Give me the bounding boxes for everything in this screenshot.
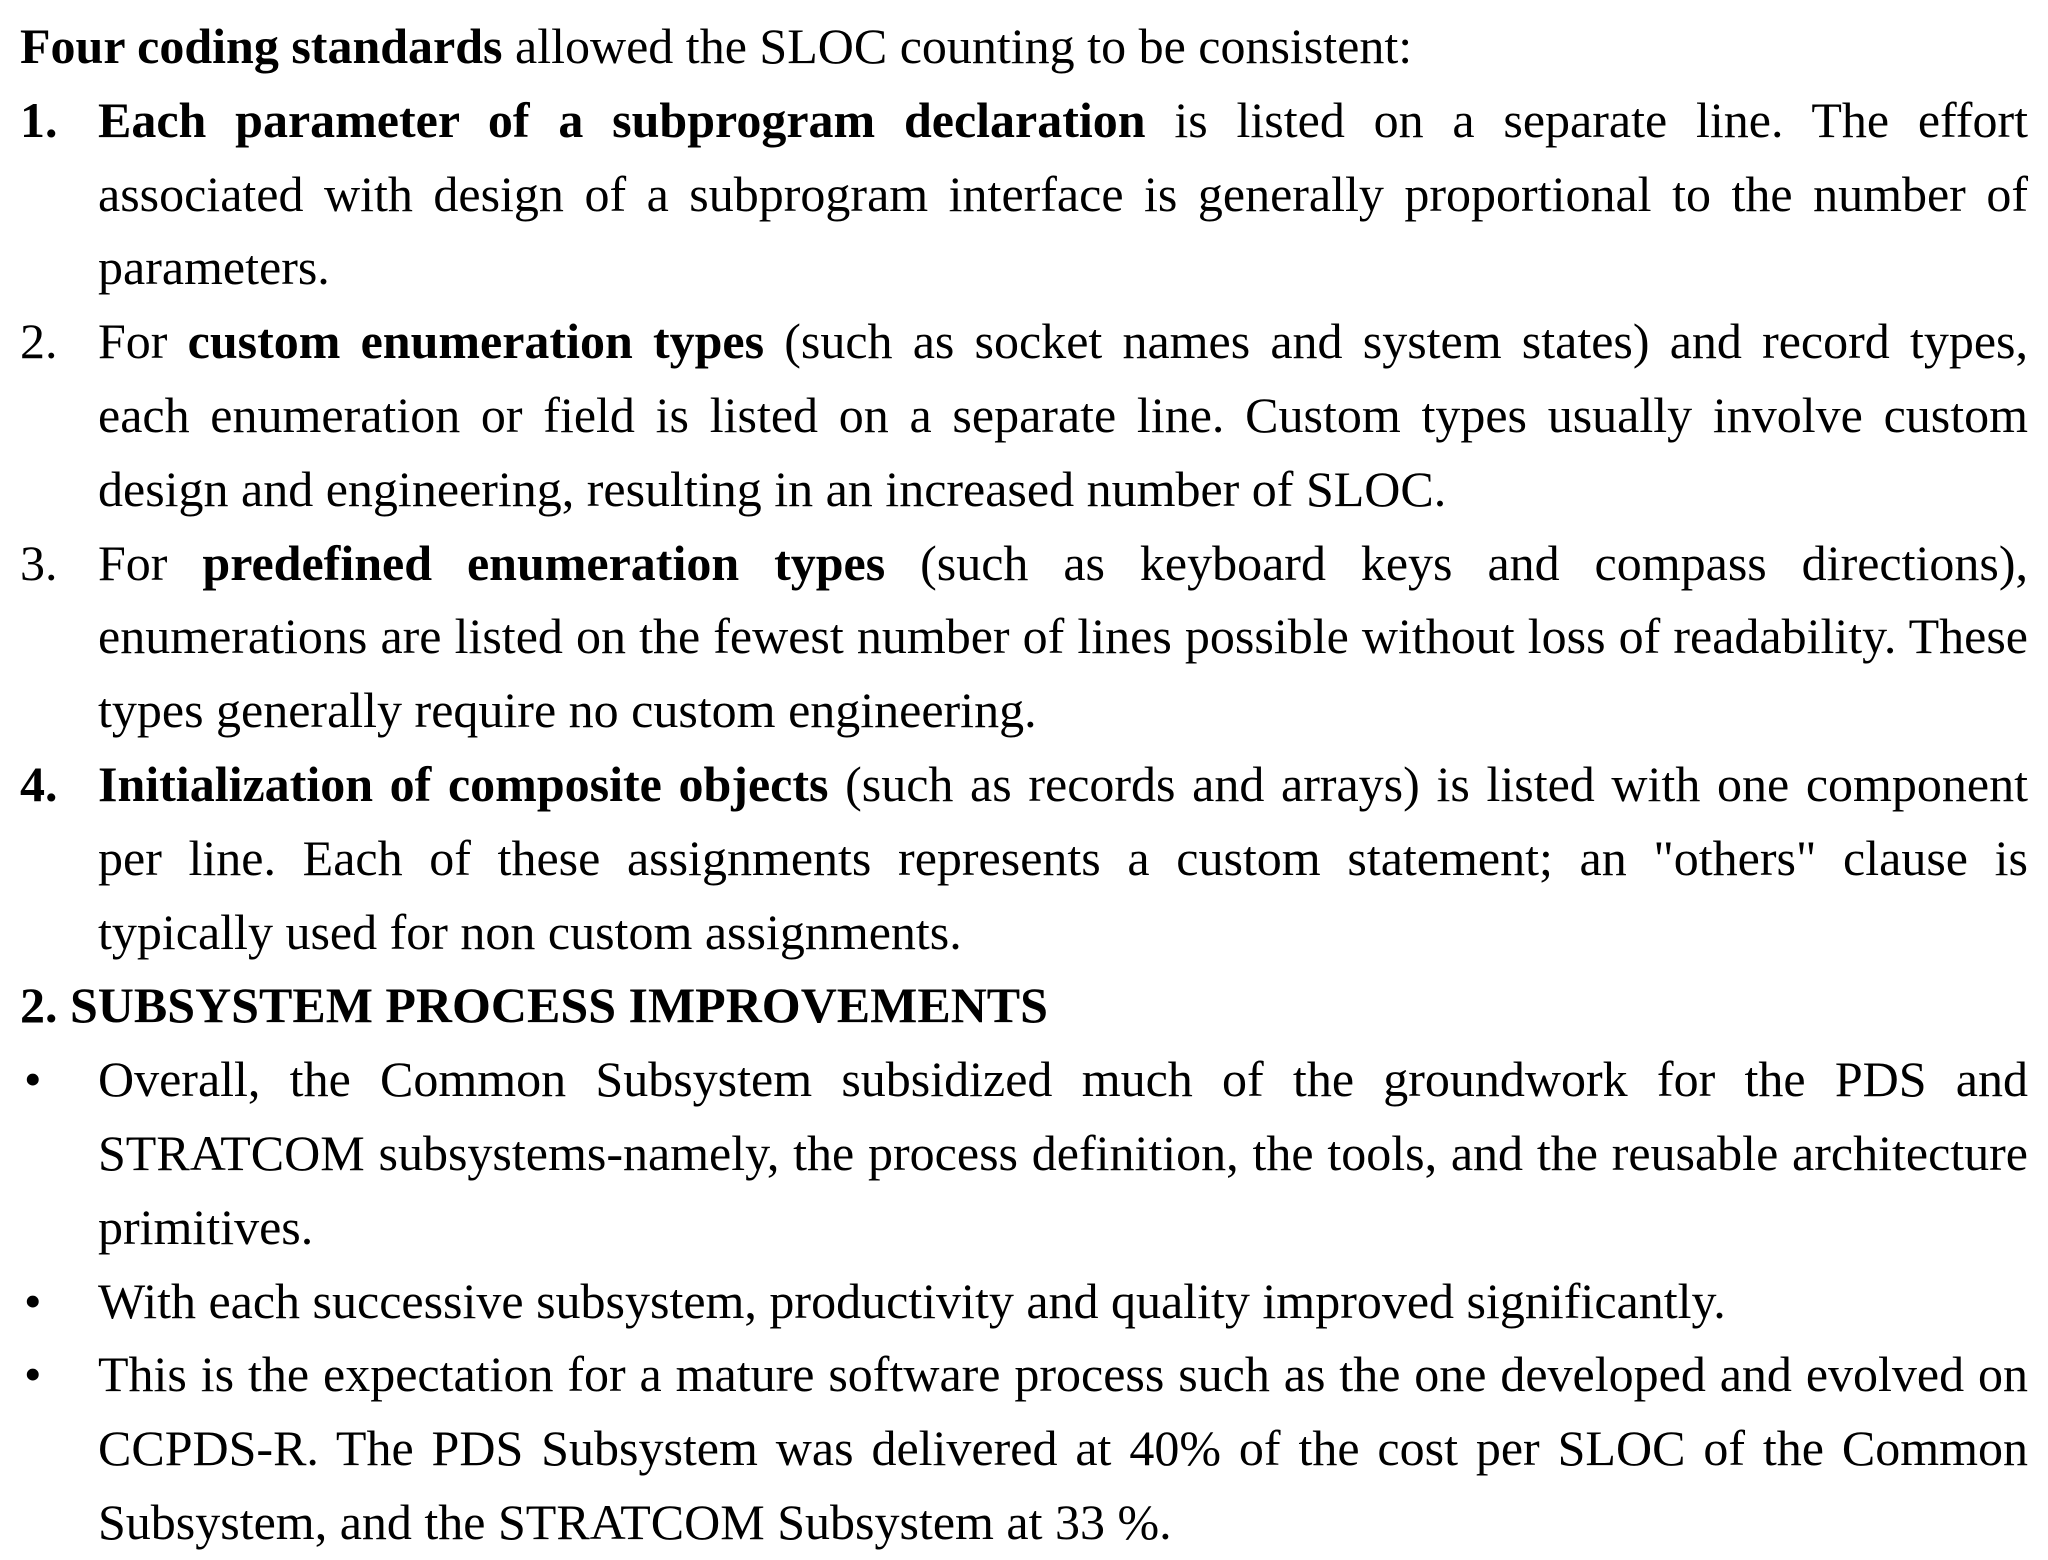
list-item <box>20 305 2028 526</box>
list-item-bold: Each parameter of a subprogram declaration <box>98 91 1146 148</box>
list-number: 4. <box>20 755 58 812</box>
list-item-bold: Initialization of composite objects <box>98 755 829 812</box>
bullet-marker: • <box>24 1272 42 1329</box>
bullet-item <box>20 1043 2028 1264</box>
list-number: 1. <box>20 91 58 148</box>
list-item <box>20 748 2028 969</box>
intro-text: allowed the SLOC counting to be consistent: <box>502 18 1413 74</box>
document-page <box>20 10 2028 1560</box>
list-item <box>20 527 2028 748</box>
intro-paragraph <box>20 10 2028 84</box>
list-item-prefix: For <box>98 313 188 370</box>
bullet-marker: • <box>24 1346 42 1403</box>
list-item <box>20 84 2028 305</box>
list-item-text: (such as socket names and system states) and record types, each enumeration or field is listed on a separate line. Custom types usually involve custom design and engineering, resulting in an increased number of SLOC. <box>98 313 2028 517</box>
list-item-text: (such as records and arrays) is listed with one component per line. Each of these assignments represents a custom statement; an "others" clause is typically used for non custom assignments. <box>98 755 2028 960</box>
coding-standards-list <box>20 84 2028 970</box>
list-item-prefix: For <box>98 534 203 591</box>
section-heading: 2. SUBSYSTEM PROCESS IMPROVEMENTS <box>20 977 1048 1034</box>
list-number: 3. <box>20 534 58 591</box>
list-item-bold: predefined enumeration types <box>202 534 886 591</box>
bullet-text: This is the expectation for a mature software process such as the one developed and evolved on CCPDS-R. The PDS Subsystem was delivered at 40% of the cost per SLOC of the Common Subsystem, and the STRATCOM Subsystem at 33 %. <box>98 1346 2028 1550</box>
intro-bold: Four coding standards <box>20 18 503 74</box>
bullet-item <box>20 1265 2028 1339</box>
list-item-text: (such as keyboard keys and compass directions), enumerations are listed on the fewest number of lines possible without loss of readability. These types generally require no custom engineering. <box>98 534 2028 739</box>
bullet-text: Overall, the Common Subsystem subsidized much of the groundwork for the PDS and STRATCOM subsystems-namely, the process definition, the tools, and the reusable architecture primitives. <box>98 1051 2028 1255</box>
list-item-text: is listed on a separate line. The effort associated with design of a subprogram interface is generally proportional to the number of parameters. <box>98 91 2028 296</box>
bullet-marker: • <box>24 1051 42 1108</box>
bullet-item <box>20 1338 2028 1559</box>
list-item-bold: custom enumeration types <box>187 313 765 370</box>
bullet-text: With each successive subsystem, productivity and quality improved significantly. <box>98 1272 1726 1329</box>
improvements-bullet-list <box>20 1043 2028 1560</box>
list-number: 2. <box>20 313 58 370</box>
